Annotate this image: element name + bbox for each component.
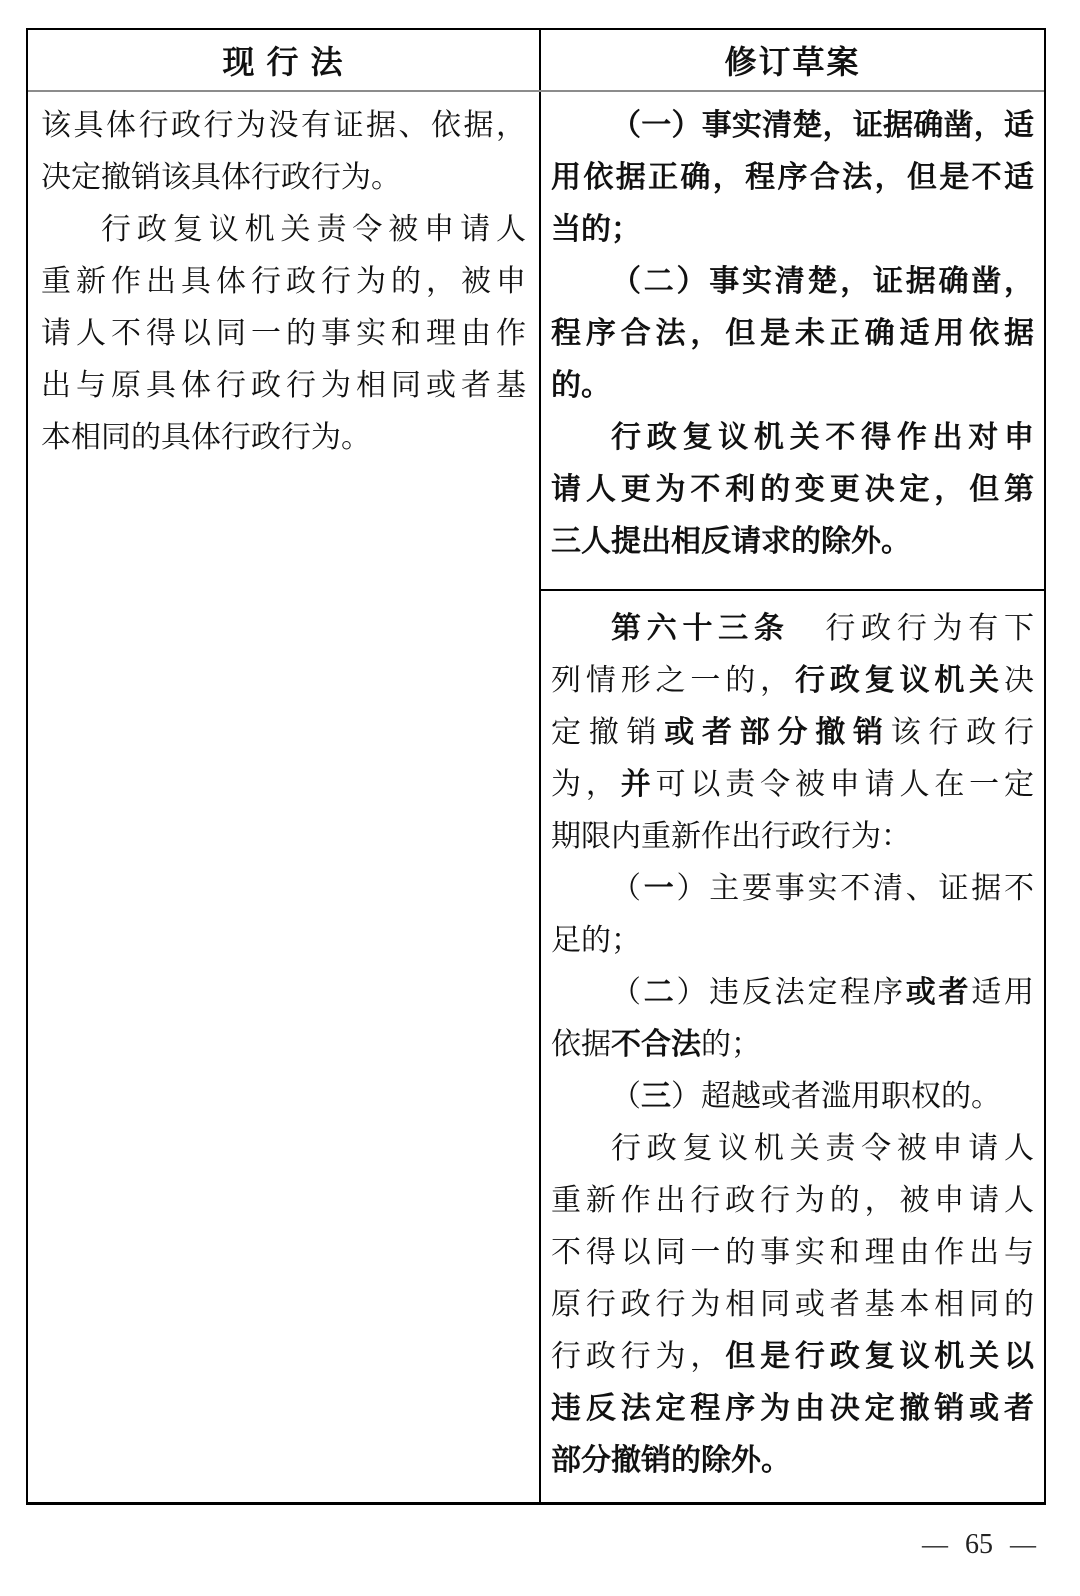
text-segment: 适用 [971, 976, 1034, 1009]
text-line [551, 1279, 1034, 1331]
draft-cell-bottom [541, 591, 1044, 1502]
text-segment: （ [611, 1080, 641, 1113]
text-segment: 请人不得以同一的事实和理由作 [41, 317, 526, 350]
draft-column [541, 92, 1044, 1502]
text-segment: （ [611, 872, 644, 905]
text-line [551, 1331, 1034, 1383]
text-segment: 可以责令被申请人在一定 [655, 768, 1034, 801]
text-line [551, 915, 1034, 967]
text-line [41, 256, 526, 308]
text-segment: 该行政行 [890, 716, 1034, 749]
table-body [28, 92, 1044, 1502]
text-segment: 足的； [551, 924, 641, 957]
footer-dash-left: — [922, 1530, 948, 1559]
text-line [551, 152, 1034, 204]
text-line [551, 308, 1034, 360]
text-segment: 第六十三条 [611, 611, 790, 646]
text-line [41, 360, 526, 412]
text-segment: 或者部分撤销 [664, 715, 891, 750]
text-segment: 为， [551, 768, 621, 801]
header-label-current-law: 现 行 法 [222, 44, 345, 80]
text-segment: 行政复议机关 [794, 663, 1005, 698]
text-segment: ）超越或者滥用职权的。 [671, 1080, 1001, 1113]
text-line [551, 360, 1034, 412]
text-line [551, 967, 1034, 1019]
text-line [551, 464, 1034, 516]
text-segment: 不合法 [611, 1027, 701, 1062]
text-line [551, 100, 1034, 152]
text-line [551, 603, 1034, 655]
text-line [551, 516, 1034, 568]
text-line [551, 1123, 1034, 1175]
text-segment: 行政复议机关责令被申请人 [611, 1132, 1034, 1165]
text-segment: 依据 [551, 1028, 611, 1061]
text-segment: 决 [1004, 664, 1034, 697]
text-line [551, 256, 1034, 308]
text-segment: 不得以同一的事实和理由作出与 [551, 1236, 1034, 1269]
text-segment: 请人更为不利的变更决定，但第 [551, 472, 1034, 507]
text-segment: 违反法定程序为由决定撤销或者 [551, 1391, 1034, 1426]
text-segment: 三人提出相反请求的除外。 [551, 524, 911, 559]
text-segment: 但是行政复议机关以 [725, 1339, 1034, 1374]
text-segment: 本相同的具体行政行为。 [41, 421, 371, 454]
text-segment: （二）事实清楚，证据确凿， [611, 264, 1034, 299]
header-cell-draft [541, 30, 1044, 90]
text-line [551, 1019, 1034, 1071]
text-line [551, 412, 1034, 464]
text-segment: ）违反法定程序 [676, 976, 906, 1009]
text-segment: 行政复议机关不得作出对申 [611, 420, 1034, 455]
text-line [551, 1175, 1034, 1227]
text-segment: ）主要事实不清、证据不 [676, 872, 1034, 905]
text-segment: 三 [641, 1079, 671, 1114]
text-segment: （一）事实清楚，证据确凿，适 [611, 108, 1034, 143]
text-segment: 列情形之一的， [551, 664, 795, 697]
text-line [551, 1383, 1034, 1435]
text-segment: 定撤销 [551, 716, 665, 749]
current-law-cell [28, 92, 541, 1502]
text-segment: 程序合法，但是未正确适用依据 [551, 316, 1034, 351]
text-line [41, 100, 526, 152]
table-header-row [28, 30, 1044, 92]
text-line [551, 863, 1034, 915]
text-line [41, 308, 526, 360]
text-segment: 或者 [905, 975, 972, 1010]
text-segment: 二 [643, 975, 677, 1010]
text-segment: 重新作出行政行为的，被申请人 [551, 1184, 1034, 1217]
text-segment: 的。 [551, 368, 611, 403]
text-segment: 并 [620, 767, 656, 802]
text-line [551, 759, 1034, 811]
text-line [551, 655, 1034, 707]
text-segment: 行政行为， [551, 1340, 726, 1373]
text-segment: 重新作出具体行政行为的，被申 [41, 265, 526, 298]
text-line [551, 1227, 1034, 1279]
text-line [551, 811, 1034, 863]
footer-dash-right: — [1010, 1530, 1036, 1559]
draft-cell-top [541, 92, 1044, 591]
comparison-table [26, 28, 1046, 1505]
text-segment: （ [611, 976, 644, 1009]
header-label-draft: 修订草案 [724, 44, 861, 80]
text-segment: 该具体行政行为没有证据、依据， [41, 109, 526, 142]
text-segment: 一 [643, 871, 677, 906]
text-segment: 行政复议机关责令被申请人 [101, 213, 526, 246]
header-cell-current-law [28, 30, 541, 90]
text-segment: 原行政行为相同或者基本相同的 [551, 1288, 1034, 1321]
page-number [922, 1529, 1036, 1561]
text-line [551, 707, 1034, 759]
text-segment: 的； [701, 1028, 761, 1061]
text-segment: 期限内重新作出行政行为： [551, 820, 911, 853]
text-segment: 当的； [551, 212, 641, 247]
text-line [41, 412, 526, 464]
text-segment: 出与原具体行政行为相同或者基 [41, 369, 526, 402]
text-segment: 决定撤销该具体行政行为。 [41, 161, 401, 194]
text-line [551, 204, 1034, 256]
text-segment: 行政行为有下 [789, 612, 1034, 645]
text-segment: 用依据正确，程序合法，但是不适 [551, 160, 1034, 195]
text-line [41, 152, 526, 204]
text-line [551, 1071, 1034, 1123]
text-segment: 部分撤销的除外。 [551, 1443, 791, 1478]
text-line [551, 1435, 1034, 1487]
footer-page-number: 65 [965, 1529, 993, 1560]
text-line [41, 204, 526, 256]
